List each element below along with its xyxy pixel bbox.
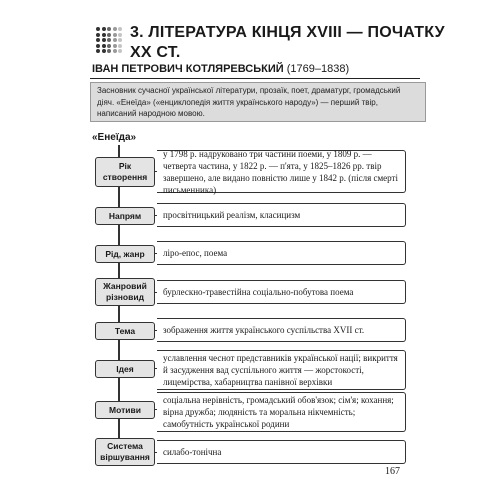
row-value-theme: зображення життя українського суспільства XVII ст. (157, 318, 406, 342)
row-label-versification: Система віршування (95, 438, 155, 466)
row-value-direction: просвітницький реалізм, класицизм (157, 203, 406, 227)
row-value-motifs: соціальна нерівність, громадський обов'язок; сім'я; кохання; вірна дружба; людяність та моральна нікчемність; самобутність української родини (157, 392, 406, 432)
author-name: ІВАН ПЕТРОВИЧ КОТЛЯРЕВСЬКИЙ (92, 63, 284, 75)
row-label-direction: Напрям (95, 207, 155, 225)
row-label-theme: Тема (95, 322, 155, 340)
row-label-year: Рік створення (95, 157, 155, 187)
intro-text: Засновник сучасної української літератури, прозаїк, поет, драматург, громадський діяч. «Енеїда» («енциклопедія життя українського народу») — перший твір, написаний народною мовою. (90, 82, 426, 122)
row-label-genre: Рід, жанр (95, 245, 155, 263)
author-heading (90, 62, 420, 79)
row-value-idea: уславлення чеснот представників української нації; викриття й засудження вад суспільного життя — жорстокості, лицемірства, хабарництва панівної верхівки (157, 350, 406, 390)
row-value-genre: ліро-епос, поема (157, 241, 406, 265)
row-label-motifs: Мотиви (95, 401, 155, 419)
chapter-title: 3. ЛІТЕРАТУРА КІНЦЯ XVIII — ПОЧАТКУ XX СТ. (130, 24, 445, 61)
row-value-genre-variety: бурлескно-травестійна соціально-побутова поема (157, 280, 406, 304)
chapter-dots-icon (96, 27, 122, 53)
page-number: 167 (385, 466, 400, 477)
section-title: «Енеїда» (92, 132, 137, 143)
row-label-idea: Ідея (95, 360, 155, 378)
row-label-genre-variety: Жанровий різновид (95, 278, 155, 306)
row-value-versification: силабо-тонічна (157, 440, 406, 464)
author-years: (1769–1838) (286, 63, 350, 75)
row-value-year: у 1798 р. надруковано три частини поеми, у 1809 р. — четверта частина, у 1822 р. — п'ята, у 1825–1826 рр. твір завершено, але видано повністю лише у 1842 р. (після смерті письменника) (157, 150, 406, 193)
